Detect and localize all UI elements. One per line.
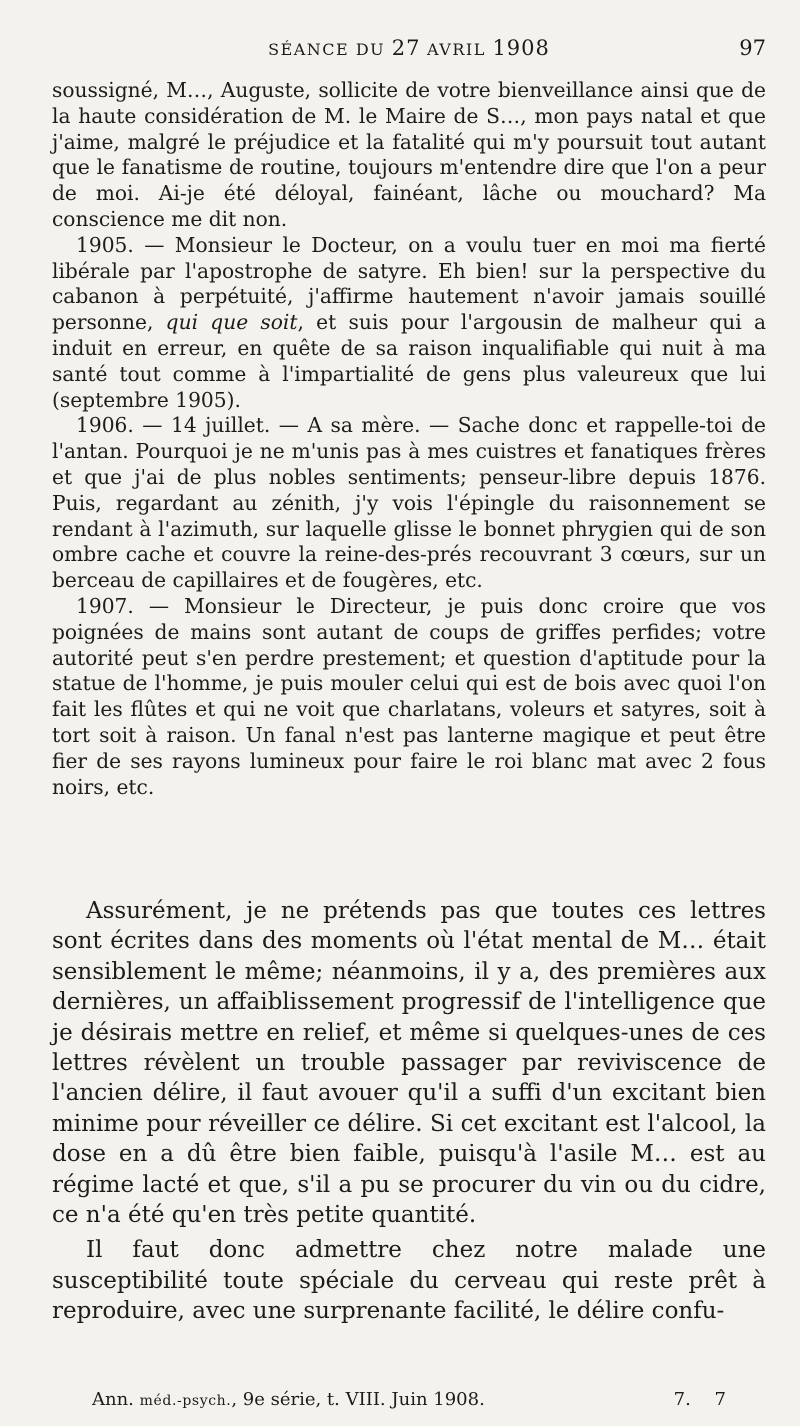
running-title-date: 27: [391, 36, 421, 60]
running-title-prefix: SÉANCE DU: [268, 40, 392, 59]
quote-paragraph-1906: 1906. — 14 juillet. — A sa mère. — Sache donc et rappelle-toi de l'antan. Pourquoi je ne m'unis pas à mes cuistres et fanatiques frères et que j'ai de plus nobles sentiments; penseur-libre depuis 1876. Puis, regardant au zénith, j'y vois l'épingle du raisonnement se rendant à l'azimuth, sur laquelle glisse le bonnet phrygien qui de son ombre cache et couvre la reine-des-prés recouvrant 3 cœurs, sur un berceau de capillaires et de fougères, etc.: [52, 413, 766, 593]
journal-abbrev-b: méd.-psych.: [139, 1393, 232, 1409]
quoted-letters: [52, 78, 766, 800]
running-title: [52, 36, 766, 60]
body-paragraph-2: Il faut donc admettre chez notre malade une susceptibilité toute spéciale du cerveau qui reste prêt à reproduire, avec une surprenante facilité, le délire confu-: [52, 1237, 766, 1325]
quote-paragraph-1: soussigné, M…, Auguste, sollicite de votre bienveillance ainsi que de la haute considération de M. le Maire de S…, mon pays natal et que j'aime, malgré le préjudice et la fatalité qui m'y poursuit tout autant que le fanatisme de routine, toujours m'entendre dire que l'on a peur de moi. Ai-je été déloyal, fainéant, lâche ou mouchard? Ma conscience me dit non.: [52, 78, 766, 231]
quote-1905-part-2: , et suis pour l'argousin de malheur qui a induit en erreur, en quête de sa raison inqualifiable qui nuit à ma santé tout comme à l'impartialité de gens plus valeureux que lui (septembre 1905).: [52, 310, 766, 412]
journal-details: , 9e série, t. VIII. Juin 1908.: [231, 1389, 485, 1410]
quote-paragraph-1907: 1907. — Monsieur le Directeur, je puis donc croire que vos poignées de mains sont autant de coups de griffes perfides; votre autorité peut s'en perdre prestement; et question d'aptitude pour la statue de l'homme, je puis mouler celui qui est de bois avec quoi l'on fait les flûtes et qui ne voit que charlatans, voleurs et satyres, soit à tort soit à raison. Un fanal n'est pas lanterne magique et peut être fier de ses rayons lumineux pour faire le roi blanc mat avec 2 fous noirs, etc.: [52, 593, 766, 799]
running-title-month: AVRIL: [420, 40, 493, 59]
signature-mark: 7. 7: [673, 1389, 726, 1410]
quote-1905-emphasis: qui que soit: [165, 310, 298, 335]
page-number: 97: [739, 36, 766, 60]
quote-1905-part-1: 1905. — Monsieur le Docteur, on a voulu tuer en moi ma fierté libérale par l'apostrophe de satyre. Eh bien! sur la perspective du cabanon à perpétuité, j'affirme hautement n'avoir jamais souillé personne,: [52, 232, 766, 335]
body-paragraph-1: Assurément, je ne prétends pas que toutes ces lettres sont écrites dans des moments où l'état mental de M… était sensiblement le même; néanmoins, il y a, des premières aux dernières, un affaiblissement progressif de l'intelligence que je désirais mettre en relief, et même si quelques-unes de ces lettres révèlent un trouble passager par reviviscence de l'ancien délire, il faut avouer qu'il a suffi d'un excitant bien minime pour réveiller ce délire. Si cet excitant est l'alcool, la dose en a dû être bien faible, puisqu'à l'asile M… est au régime lacté et que, s'il a pu se procurer du vin ou du cidre, ce n'a été qu'en très petite quantité.: [52, 898, 766, 1229]
quote-paragraph-1905: [52, 233, 766, 414]
footer: [92, 1389, 726, 1413]
body-text: [52, 896, 766, 1327]
running-head: [52, 36, 766, 66]
running-title-year: 1908: [492, 36, 550, 60]
journal-abbrev-a: Ann.: [92, 1389, 140, 1410]
journal-citation: [92, 1389, 485, 1410]
